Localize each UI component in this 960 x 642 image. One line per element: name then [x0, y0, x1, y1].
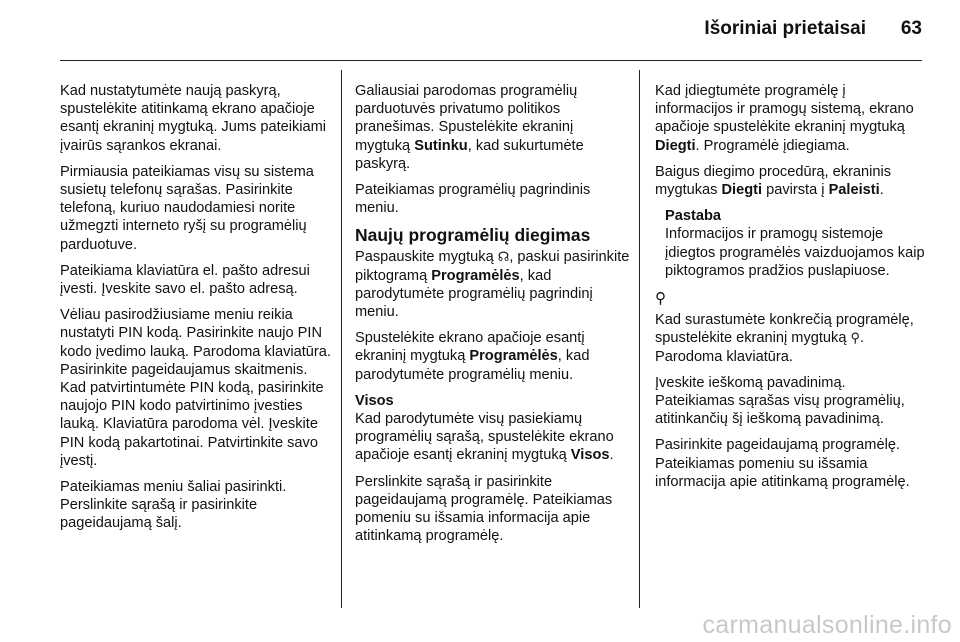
subheading: Visos [355, 392, 394, 409]
button-name-paleisti: Paleisti [828, 182, 880, 199]
paragraph: Pateikiamas programėlių pagrindinis meniu. [355, 182, 591, 217]
column-divider-2 [639, 70, 640, 608]
paragraph: Perslinkite sąrašą ir pasirinkite pageidaujamą programėlę. Pateikiamas pomeniu su išsamia informacija apie atitinkamą programėlę. [355, 473, 613, 545]
paragraph: Vėliau pasirodžiusiame meniu reikia nustatyti PIN kodą. Pasirinkite naujo PIN kodo įvedimo lauką. Parodoma klaviatūra. Pasirinkite pageidaujamus skaitmenis. Kad patvirtintumėte PIN kodą, pasirinkite naujojo PIN kodo patvirtinimo įvesties lauką. Klaviatūra parodoma vėl. Įveskite PIN kodą pakartotinai. Patvirtinkite savo įvestį. [60, 307, 331, 469]
watermark: carmanualsonline.info [702, 611, 952, 639]
text: pavirsta į [762, 182, 829, 199]
button-name-diegti: Diegti [721, 182, 763, 199]
text: Paspauskite mygtuką [355, 249, 498, 266]
paragraph [355, 82, 631, 173]
column-3 [655, 82, 927, 499]
column-1 [60, 82, 332, 541]
paragraph: Kad nustatytumėte naują paskyrą, spustelėkite atitinkamą ekrano apačioje esantį ekraninį mygtuką. Jums pateikiami įvairūs sąrankos ekranai. [60, 83, 327, 154]
paragraph [355, 329, 631, 384]
column-divider-1 [341, 70, 342, 608]
paragraph: Pasirinkite pageidaujamą programėlę. Pateikiamas pomeniu su išsamia informacija apie atitinkamą programėlę. [655, 437, 910, 490]
paragraph [655, 163, 927, 199]
paragraph [655, 311, 927, 366]
text: Galiausiai parodomas programėlių parduotuvės privatumo politikos pranešimas. Spustelėkite ekraninį mygtuką [355, 83, 578, 154]
section-heading: Naujų programėlių diegimas [355, 225, 591, 246]
paragraph [355, 410, 631, 465]
text: . [879, 182, 884, 199]
button-name-sutinku: Sutinku [414, 137, 468, 154]
text: . Parodoma klaviatūra. [655, 330, 865, 365]
text: , paskui pasirinkite piktogramą [355, 249, 630, 284]
text: Kad įdiegtumėte programėlę į informacijos ir pramogų sistemą, ekrano apačioje spustelėkite ekraninį mygtuką [655, 83, 914, 136]
search-icon: ⚲ [655, 290, 666, 308]
paragraph [355, 248, 631, 321]
section-title: Išoriniai prietaisai [704, 18, 866, 39]
paragraph: Pateikiamas meniu šaliai pasirinkti. Perslinkite sąrašą ir pasirinkite pageidaujamą šalį. [60, 479, 287, 532]
page-header [60, 0, 922, 61]
text: , kad parodytumėte programėlių meniu. [355, 348, 590, 383]
paragraph: Pateikiama klaviatūra el. pašto adresui įvesti. Įveskite savo el. pašto adresą. [60, 262, 310, 298]
text: , kad sukurtumėte paskyrą. [355, 137, 584, 172]
paragraph: Pirmiausia pateikiamas visų su sistema susietų telefonų sąrašas. Pasirinkite telefoną, kuriuo naudodamiesi norite užmegzti interneto ryšį su programėlių parduotuve. [60, 163, 314, 253]
text: . Programėlė įdiegiama. [695, 137, 850, 154]
button-name-visos: Visos [570, 447, 610, 464]
button-name-programeles: Programėlės [431, 267, 520, 284]
note-title: Pastaba [665, 208, 721, 225]
paragraph: Įveskite ieškomą pavadinimą. Pateikiamas sąrašas visų programėlių, atitinkančių šį ieškomą pavadinimą. [655, 374, 905, 428]
paragraph [655, 82, 927, 155]
button-name-diegti: Diegti [655, 137, 696, 154]
text: Spustelėkite ekrano apačioje esantį ekraninį mygtuką [355, 330, 585, 365]
page-number: 63 [900, 18, 922, 39]
button-name-programeles: Programėlės [469, 348, 558, 365]
text: Kad parodytumėte visų pasiekiamų programėlių sąrašą, spustelėkite ekrano apačioje esantį ekraninį mygtuką [355, 411, 614, 464]
note-box [665, 207, 927, 280]
text: Kad surastumėte konkrečią programėlę, spustelėkite ekraninį mygtuką [655, 312, 914, 347]
text: , kad parodytumėte programėlių pagrindinį meniu. [355, 267, 593, 321]
text: . [609, 447, 614, 464]
note-text: Informacijos ir pramogų sistemoje įdiegtos programėlės vaizduojamos kaip piktogramos pradžios puslapiuose. [665, 226, 925, 279]
column-2 [355, 82, 631, 553]
home-icon: ☊ [497, 249, 510, 265]
search-icon: ⚲ [850, 330, 861, 346]
text: Baigus diegimo procedūrą, ekraninis mygtukas [655, 163, 892, 199]
